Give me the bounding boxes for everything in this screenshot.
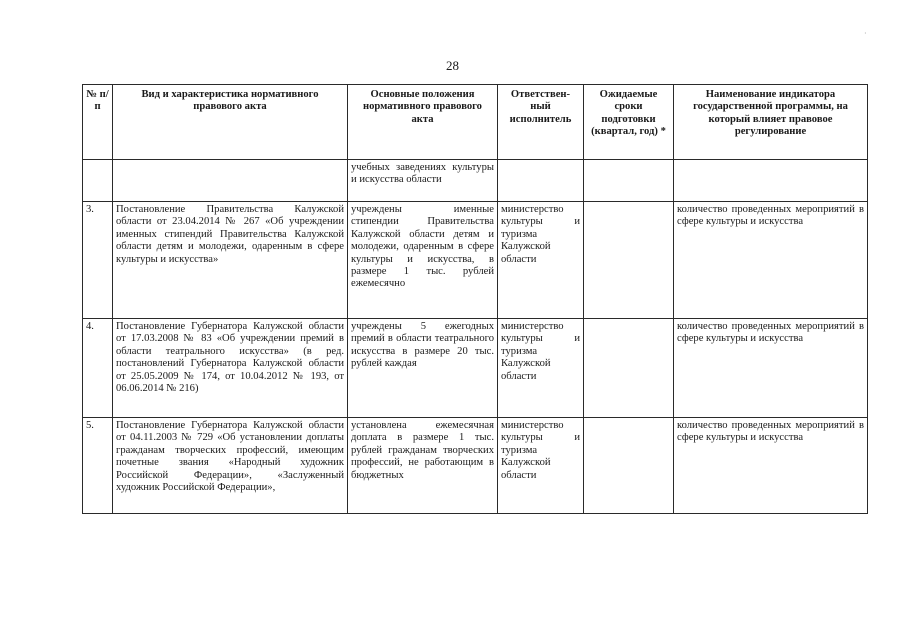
header-number: № п/п <box>83 85 113 160</box>
page-number: 28 <box>446 58 459 73</box>
table-header-row <box>83 85 868 160</box>
act-terms <box>584 319 674 418</box>
row-number: 3. <box>83 202 113 319</box>
act-executor: министерство культуры и туризма Калужской области <box>498 202 584 319</box>
act-description: Постановление Правительства Калужской области от 23.04.2014 № 267 «Об учреждении именных стипендий Правительства Калужской области детям и молодежи, одаренным в сфере культуры и искусства» <box>113 202 348 319</box>
act-description: Постановление Губернатора Калужской области от 04.11.2003 № 729 «Об установлении доплаты гражданам творческих профессий, имеющим почетные звания «Народный художник Российской Федерации», «Заслуженный художник Российской Федерации», <box>113 418 348 514</box>
table-row <box>83 160 868 202</box>
act-terms <box>584 418 674 514</box>
act-description <box>113 160 348 202</box>
act-executor: министерство культуры и туризма Калужской области <box>498 418 584 514</box>
table-row <box>83 418 868 514</box>
header-terms: Ожидаемые сроки подготовки (квартал, год) * <box>584 85 674 160</box>
table-row <box>83 319 868 418</box>
act-terms <box>584 202 674 319</box>
act-executor <box>498 160 584 202</box>
act-indicator: количество проведенных мероприятий в сфере культуры и искусства <box>674 418 868 514</box>
header-provisions: Основные положения нормативного правового акта <box>348 85 498 160</box>
act-provisions: учреждены 5 ежегодных премий в области театрального искусства в размере 20 тыс. рублей каждая <box>348 319 498 418</box>
row-number: 4. <box>83 319 113 418</box>
row-number: 5. <box>83 418 113 514</box>
act-indicator <box>674 160 868 202</box>
header-executor: Ответствен-ный исполнитель <box>498 85 584 160</box>
act-provisions: установлена ежемесячная доплата в размере 1 тыс. рублей гражданам творческих профессий, не работающим в бюджетных <box>348 418 498 514</box>
act-executor: министерство культуры и туризма Калужской области <box>498 319 584 418</box>
act-terms <box>584 160 674 202</box>
act-indicator: количество проведенных мероприятий в сфере культуры и искусства <box>674 319 868 418</box>
table-row <box>83 202 868 319</box>
header-indicator: Наименование индикатора государственной программы, на который влияет правовое регулирование <box>674 85 868 160</box>
act-provisions: учреждены именные стипендии Правительства Калужской области детям и молодежи, одаренным в сфере культуры и искусства, в размере 1 тыс. рублей ежемесячно <box>348 202 498 319</box>
header-act-type: Вид и характеристика нормативного правового акта <box>113 85 348 160</box>
act-description: Постановление Губернатора Калужской области от 17.03.2008 № 83 «Об учреждении премий в области театрального искусства» (в ред. постановлений Губернатора Калужской области от 25.05.2009 № 174, от 10.04.2012 № 193, от 06.06.2014 № 216) <box>113 319 348 418</box>
legal-acts-table <box>82 84 868 514</box>
corner-mark: · <box>864 29 867 38</box>
row-number <box>83 160 113 202</box>
act-provisions: учебных заведениях культуры и искусства области <box>348 160 498 202</box>
act-indicator: количество проведенных мероприятий в сфере культуры и искусства <box>674 202 868 319</box>
